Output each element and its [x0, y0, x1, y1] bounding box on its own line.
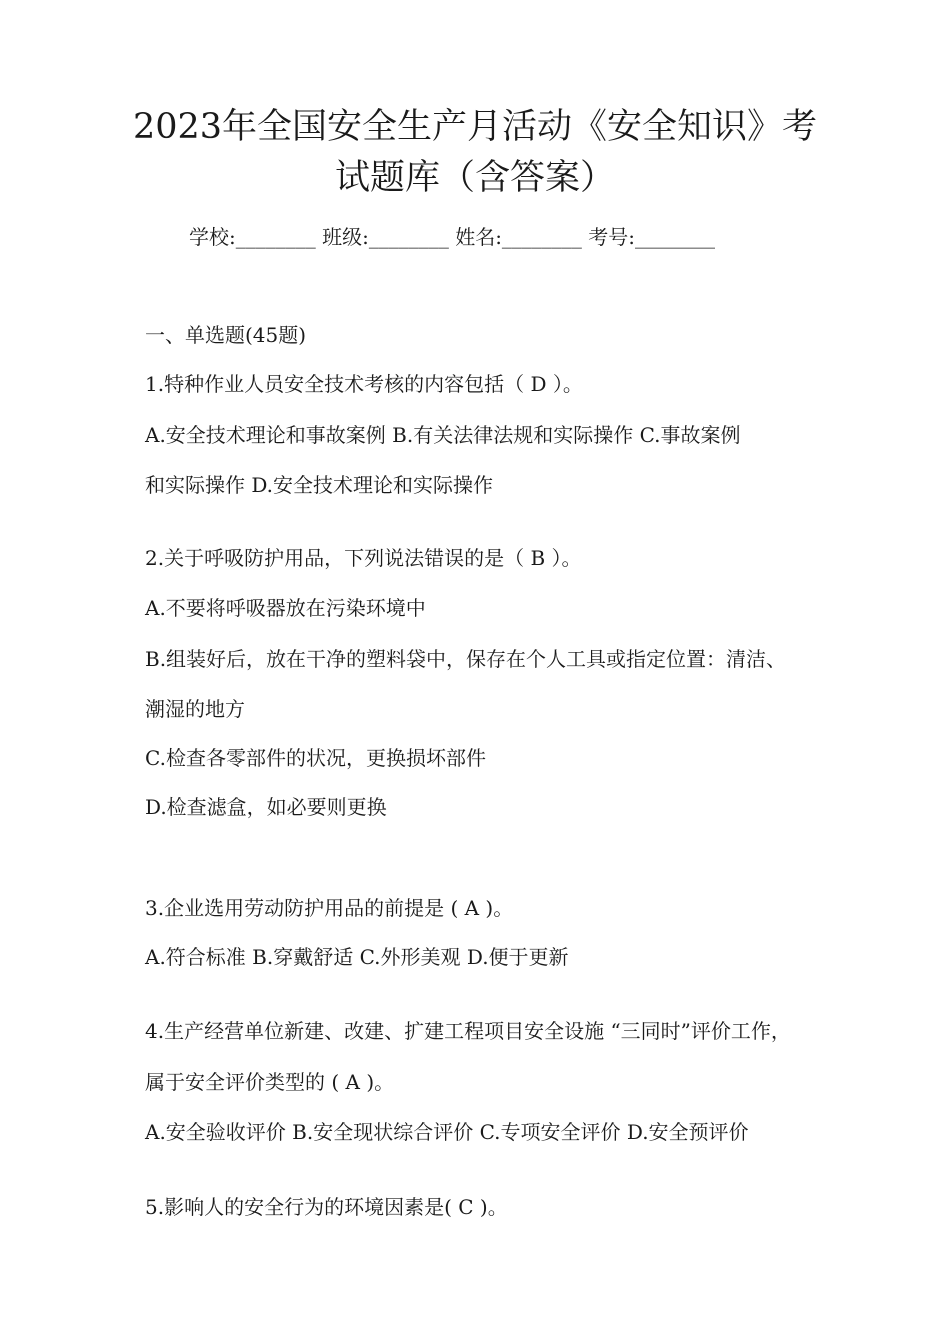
student-info-fields: 学校:________ 班级:________ 姓名:________ 考号:________ [189, 225, 716, 249]
question-4-options: A.安全验收评价 B.安全现状综合评价 C.专项安全评价 D.安全预评价 [145, 1120, 749, 1144]
question-2-option-b-line1: B.组装好后，放在干净的塑料袋中，保存在个人工具或指定位置：清洁、 [145, 647, 787, 671]
question-2-stem: 2.关于呼吸防护用品，下列说法错误的是（ B ）。 [145, 546, 582, 570]
question-4-stem-line2: 属于安全评价类型的 ( A )。 [145, 1070, 395, 1094]
page-title-line2: 试题库（含答案） [334, 158, 615, 198]
question-2-option-a: A.不要将呼吸器放在污染环境中 [145, 596, 426, 620]
question-2-option-d: D.检查滤盒，如必要则更换 [145, 795, 387, 819]
page-title-line1: 2023年全国安全生产月活动《安全知识》考 [132, 107, 818, 147]
question-5-stem: 5.影响人的安全行为的环境因素是( C )。 [145, 1195, 508, 1219]
question-1-options-line2: 和实际操作 D.安全技术理论和实际操作 [145, 473, 494, 497]
question-3-stem: 3.企业选用劳动防护用品的前提是 ( A )。 [145, 896, 514, 920]
question-1-options-line1: A.安全技术理论和事故案例 B.有关法律法规和实际操作 C.事故案例 [145, 423, 741, 447]
question-4-stem-line1: 4.生产经营单位新建、改建、扩建工程项目安全设施 “三同时”评价工作， [145, 1019, 791, 1043]
question-1-stem: 1.特种作业人员安全技术考核的内容包括（ D ）。 [145, 372, 583, 396]
question-2-option-b-line2: 潮湿的地方 [145, 697, 245, 721]
question-3-options: A.符合标准 B.穿戴舒适 C.外形美观 D.便于更新 [145, 945, 569, 969]
question-2-option-c: C.检查各零部件的状况，更换损坏部件 [145, 746, 486, 770]
section-heading: 一、单选题(45题) [145, 323, 307, 347]
